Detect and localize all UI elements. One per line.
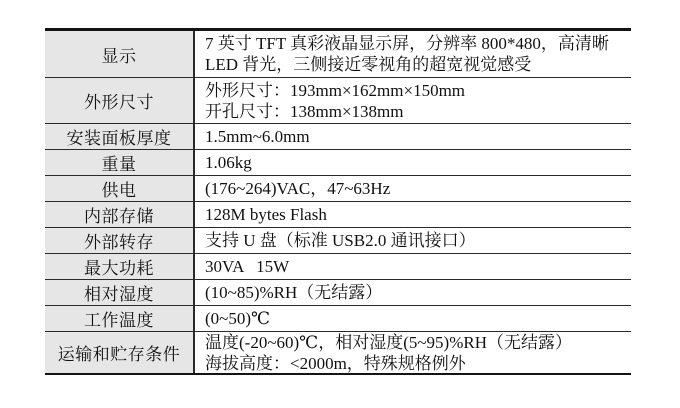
value-line: 30VA 15W [205,257,290,276]
value-line: (10~85)%RH（无结露） [205,283,383,302]
table-row-power-supply [45,175,631,201]
table-row-internal-storage [45,201,631,227]
table-row-operating-temperature [45,305,631,331]
value-line: 1.06kg [205,153,252,172]
spec-table [45,28,631,375]
table-row-panel-thickness [45,123,631,149]
value-line: (0~50)℃ [205,309,271,328]
row-value [195,280,631,305]
value-line: 开孔尺寸：138mm×138mm [205,101,404,121]
row-label: 工作温度 [45,306,195,331]
row-label: 外形尺寸 [45,78,195,123]
row-label: 供电 [45,176,195,201]
row-value [195,254,631,279]
row-label: 最大功耗 [45,254,195,279]
value-line: 支持 U 盘（标准 USB2.0 通讯接口） [205,231,476,250]
row-value [195,202,631,227]
value-line: 128M bytes Flash [205,205,327,224]
value-line: 温度(-20~60)℃，相对湿度(5~95)%RH（无结露） [205,332,572,352]
row-value [195,31,631,77]
row-value [195,228,631,253]
value-line: 1.5mm~6.0mm [205,127,310,146]
value-line: 海拔高度：<2000m，特殊规格例外 [205,353,466,373]
table-row-external-transfer [45,227,631,253]
value-line: 7 英寸 TFT 真彩液晶显示屏，分辨率 800*480，高清晰 [205,34,609,53]
table-row-relative-humidity [45,279,631,305]
row-label: 外部转存 [45,228,195,253]
row-value [195,124,631,149]
table-row-max-power [45,253,631,279]
table-row-display [45,31,631,77]
row-value [195,306,631,331]
value-line: 外形尺寸：193mm×162mm×150mm [205,80,466,100]
row-label: 重量 [45,150,195,175]
row-label: 相对湿度 [45,280,195,305]
row-value [195,176,631,201]
row-value [195,150,631,175]
row-label: 显示 [45,31,195,77]
table-row-transport-storage [45,331,631,373]
row-label: 安装面板厚度 [45,124,195,149]
row-label: 运输和贮存条件 [45,332,195,373]
table-row-weight [45,149,631,175]
row-value [195,332,631,373]
value-line: (176~264)VAC，47~63Hz [205,179,391,198]
table-row-dimensions [45,77,631,123]
value-line: LED 背光，三侧接近零视角的超宽视觉感受 [205,55,532,74]
row-value [195,78,631,123]
row-label: 内部存储 [45,202,195,227]
